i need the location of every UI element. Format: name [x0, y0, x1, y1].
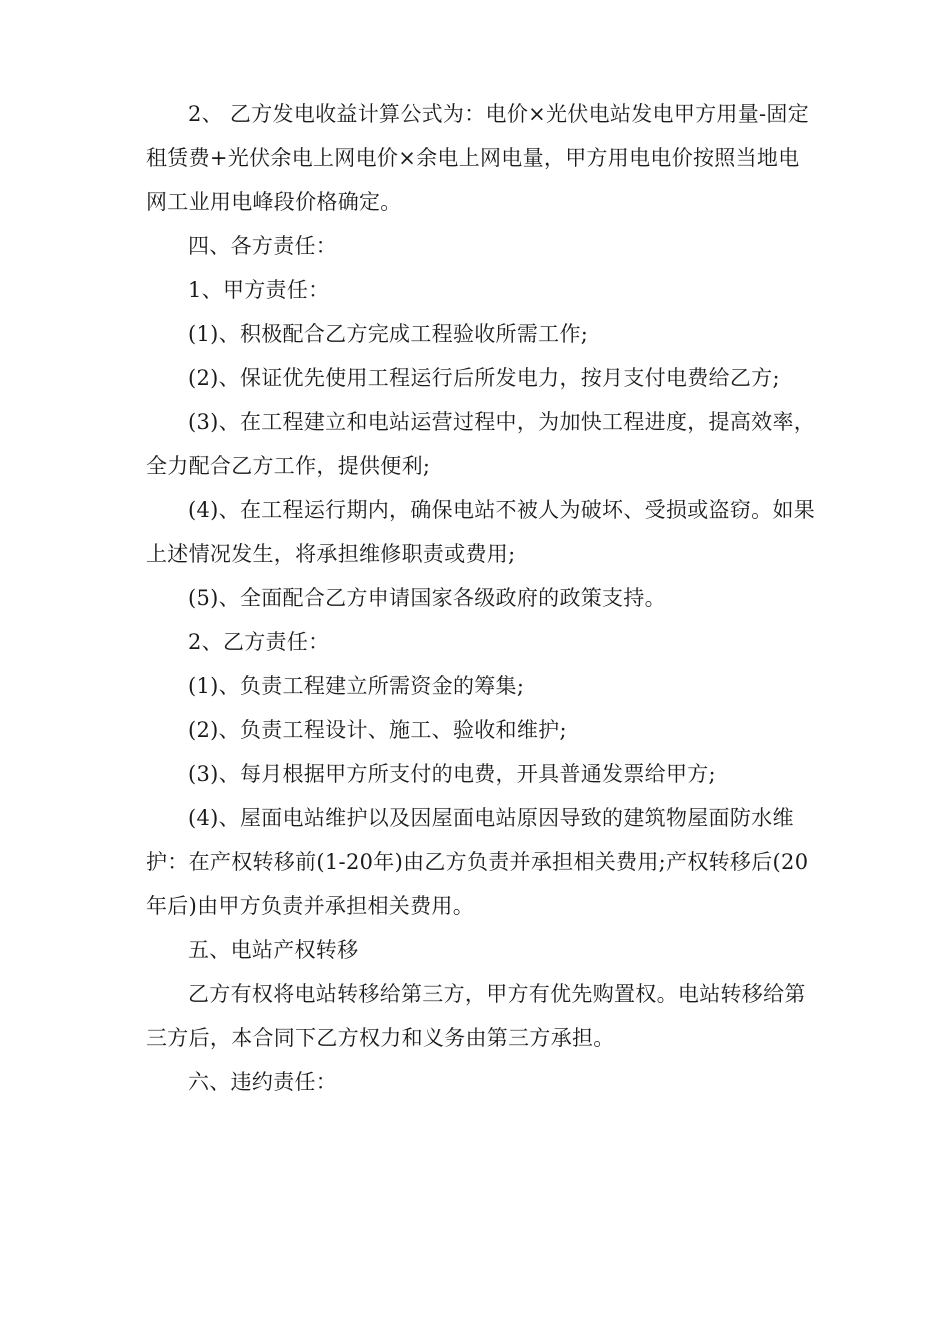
subheading-party-b: 2、乙方责任： — [188, 630, 330, 654]
heading-property-transfer: 五、电站产权转移 — [188, 938, 359, 962]
party-b-item-2: (2)、负责工程设计、施工、验收和维护; — [188, 718, 567, 742]
party-b-item-1: (1)、负责工程建立所需资金的筹集; — [188, 674, 525, 698]
party-a-item-4: (4)、在工程运行期内，确保电站不被人为破坏、受损或盗窃。如果上述情况发生，将承担维修职责或费用; — [146, 498, 816, 566]
heading-responsibilities: 四、各方责任： — [188, 234, 338, 258]
paragraph-income-formula: 2、 乙方发电收益计算公式为：电价×光伏电站发电甲方用量-固定租赁费+光伏余电上网电价×余电上网电量，甲方用电电价按照当地电网工业用电峰段价格确定。 — [146, 102, 810, 214]
party-a-item-1: (1)、积极配合乙方完成工程验收所需工作; — [188, 322, 589, 346]
party-a-item-5: (5)、全面配合乙方申请国家各级政府的政策支持。 — [188, 586, 666, 610]
property-transfer-text: 乙方有权将电站转移给第三方，甲方有优先购置权。电站转移给第三方后，本合同下乙方权力和义务由第三方承担。 — [146, 982, 806, 1050]
party-a-item-2: (2)、保证优先使用工程运行后所发电力，按月支付电费给乙方; — [188, 366, 780, 390]
document-page — [146, 92, 818, 1104]
subheading-party-a: 1、甲方责任： — [188, 278, 330, 302]
party-b-item-3: (3)、每月根据甲方所支付的电费，开具普通发票给甲方; — [188, 762, 716, 786]
party-b-item-4: (4)、屋面电站维护以及因屋面电站原因导致的建筑物屋面防水维护：在产权转移前(1-20年)由乙方负责并承担相关费用;产权转移后(20年后)由甲方负责并承担相关费用。 — [146, 806, 809, 918]
party-a-item-3: (3)、在工程建立和电站运营过程中，为加快工程进度，提高效率，全力配合乙方工作，提供便利; — [146, 410, 816, 478]
heading-breach-liability: 六、违约责任： — [188, 1070, 338, 1094]
